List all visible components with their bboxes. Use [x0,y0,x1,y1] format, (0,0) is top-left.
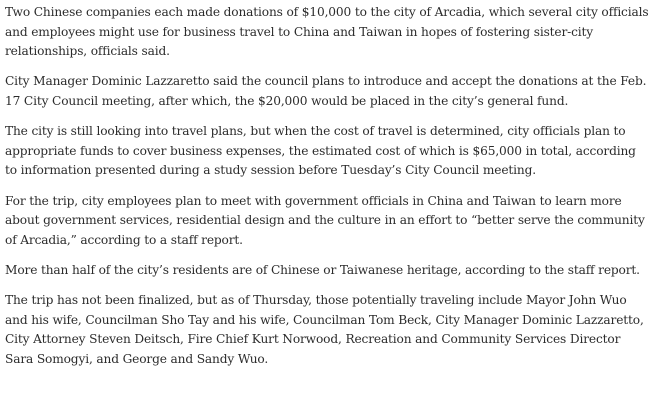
article-paragraph: The city is still looking into travel plans, but when the cost of travel is determined, city officials plan to appropriate funds to cover business expenses, the estimated cost of which is $65,000 in total, according to information presented during a study session before Tuesday’s City Council meeting. [5,124,636,178]
article-paragraph: For the trip, city employees plan to meet with government officials in China and Taiwan to learn more about government services, residential design and the culture in an effort to “better serve the community of Arcadia,” according to a staff report. [5,193,645,247]
article-paragraph: Two Chinese companies each made donations of $10,000 to the city of Arcadia, which several city officials and employees might use for business travel to China and Taiwan in hopes of fostering sister-city relationships, officials said. [5,5,649,59]
article-paragraph: More than half of the city’s residents are of Chinese or Taiwanese heritage, according to the staff report. [5,262,640,277]
article-paragraph: City Manager Dominic Lazzaretto said the council plans to introduce and accept the donations at the Feb. 17 City Council meeting, after which, the $20,000 would be placed in the city’s general fund. [5,74,647,108]
article-paragraph: The trip has not been finalized, but as of Thursday, those potentially traveling include Mayor John Wuo and his wife, Councilman Sho Tay and his wife, Councilman Tom Beck, City Manager Dominic Lazzaretto, City Attorney Steven Deitsch, Fire Chief Kurt Norwood, Recreation and Community Services Director Sara Somogyi, and George and Sandy Wuo. [5,293,644,366]
article-body [5,3,650,380]
